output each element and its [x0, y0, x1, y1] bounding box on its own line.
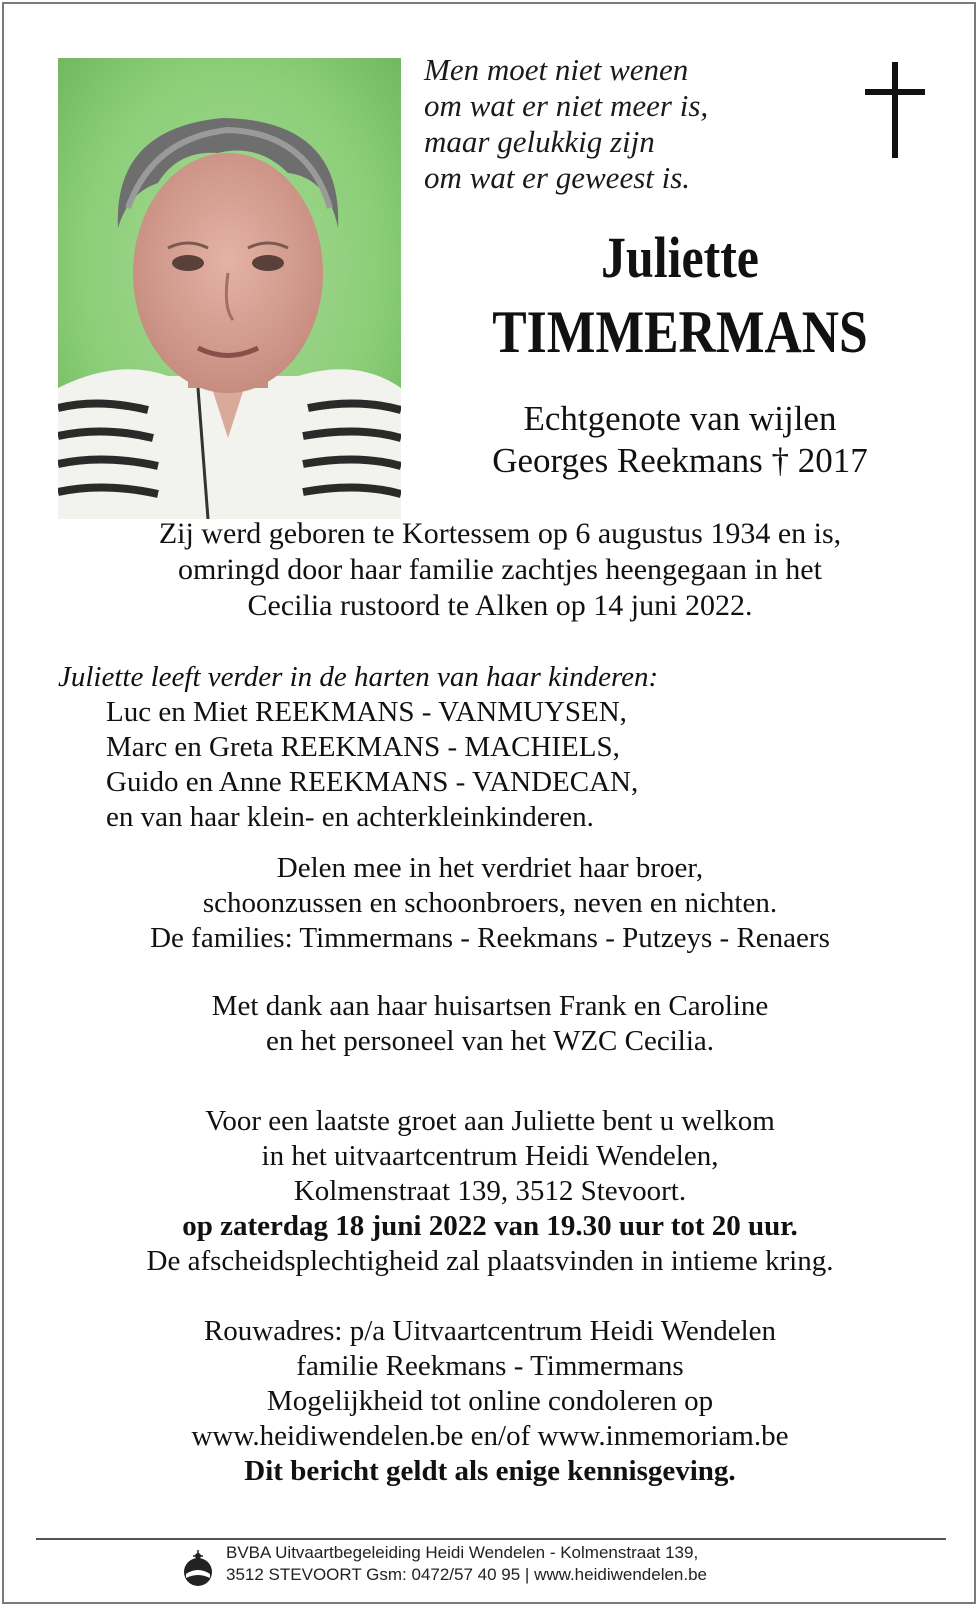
grief-section: [40, 851, 940, 956]
address-line: Mogelijkheid tot online condoleren op: [266, 1385, 714, 1417]
portrait-photo: [58, 58, 401, 519]
farewell-line: in het uitvaartcentrum Heidi Wendelen,: [261, 1140, 719, 1172]
born-line: omringd door haar familie zachtjes heengegaan in het: [178, 553, 822, 586]
children-list: [106, 695, 638, 835]
poem-line: Men moet niet wenen: [424, 52, 689, 87]
poem-line: maar gelukkig zijn: [424, 124, 655, 159]
farewell-time: op zaterdag 18 juni 2022 van 19.30 uur tot 20 uur.: [182, 1210, 798, 1242]
deceased-last-name: TIMMERMANS: [492, 299, 868, 365]
thanks-line: Met dank aan haar huisartsen Frank en Caroline: [211, 990, 769, 1022]
grief-line: schoonzussen en schoonbroers, neven en nichten.: [202, 887, 778, 919]
child-line: en van haar klein- en achterkleinkinderen.: [106, 801, 594, 833]
ceremony-line: De afscheidsplechtigheid zal plaatsvinden in intieme kring.: [146, 1245, 834, 1277]
poem-line: om wat er geweest is.: [424, 160, 691, 195]
address-section: [40, 1314, 940, 1489]
footer-divider: [36, 1538, 946, 1540]
address-line: familie Reekmans - Timmermans: [296, 1350, 684, 1382]
footer-line: BVBA Uitvaartbegeleiding Heidi Wendelen - Kolmenstraat 139,: [226, 1543, 699, 1562]
child-line: Marc en Greta REEKMANS - MACHIELS,: [106, 731, 620, 763]
thanks-line: en het personeel van het WZC Cecilia.: [266, 1025, 714, 1057]
spouse-line: Georges Reekmans † 2017: [492, 441, 868, 480]
address-line: www.heidiwendelen.be en/of www.inmemoriam.be: [191, 1420, 789, 1452]
grief-line: De families: Timmermans - Reekmans - Putzeys - Renaers: [150, 922, 830, 954]
born-line: Cecilia rustoord te Alken op 14 juni 2022.: [247, 589, 753, 622]
children-intro: Juliette leeft verder in de harten van haar kinderen:: [58, 661, 659, 693]
child-line: Luc en Miet REEKMANS - VANMUYSEN,: [106, 696, 627, 728]
farewell-line: Kolmenstraat 139, 3512 Stevoort.: [293, 1175, 687, 1207]
notice-line: Dit bericht geldt als enige kennisgeving.: [244, 1455, 736, 1487]
address-line: Rouwadres: p/a Uitvaartcentrum Heidi Wendelen: [203, 1315, 777, 1347]
farewell-section: [40, 1104, 940, 1279]
memorial-poem: [424, 52, 708, 196]
poem-line: om wat er niet meer is,: [424, 88, 709, 123]
deceased-first-name: Juliette: [601, 225, 759, 290]
born-line: Zij werd geboren te Kortessem op 6 augustus 1934 en is,: [158, 517, 842, 550]
thanks-section: [40, 989, 940, 1059]
birth-death-info: [40, 516, 960, 624]
child-line: Guido en Anne REEKMANS - VANDECAN,: [106, 766, 639, 798]
footer-contact: [226, 1542, 707, 1586]
grief-line: Delen mee in het verdriet haar broer,: [276, 852, 704, 884]
spouse-info: [440, 398, 920, 482]
cross-icon: [865, 62, 925, 158]
spouse-line: Echtgenote van wijlen: [523, 399, 837, 438]
farewell-line: Voor een laatste groet aan Juliette bent u welkom: [205, 1105, 775, 1137]
funeral-home-logo-icon: [180, 1548, 216, 1588]
footer-line: 3512 STEVOORT Gsm: 0472/57 40 95 | www.heidiwendelen.be: [226, 1565, 708, 1584]
